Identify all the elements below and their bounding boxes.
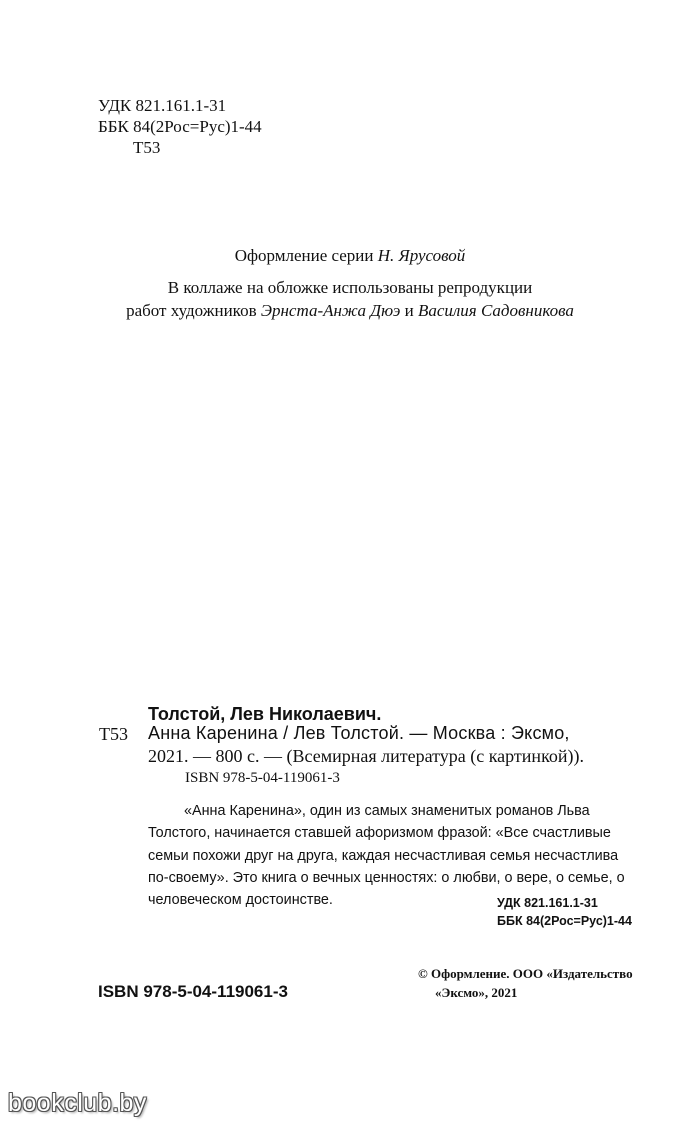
catalog-bbk: ББК 84(2Рос=Рус)1-44 [497,914,632,928]
copyright-line2: «Эксмо», 2021 [435,985,518,1000]
series-design-credit [0,244,700,267]
artist-conjunction: и [400,301,418,320]
catalog-annotation [148,800,640,911]
annotation-line: Толстого, начинается ставшей афоризмом фразой: «Все счастливые [148,825,611,842]
catalog-author: Толстой, Лев Николаевич. [148,704,382,724]
series-designer: Н. Ярусовой [377,246,466,265]
catalog-biblio-line1: Анна Каренина / Лев Толстой. — Москва : Эксмо, [148,723,570,743]
catalog-isbn: ISBN 978-5-04-119061-3 [185,770,340,786]
series-label: Оформление серии [234,246,378,265]
bbk-code-top: ББК 84(2Рос=Рус)1-44 [98,117,262,136]
catalog-udk: УДК 821.161.1-31 [497,896,598,910]
collage-credit-line2 [0,299,700,322]
annotation-line: человеческом достоинстве. [148,892,333,909]
author-mark-top: Т53 [133,138,161,157]
annotation-line: по-своему». Это книга о вечных ценностях: о любви, о вере, о семье, о [148,869,625,886]
catalog-author-mark: Т53 [99,724,128,744]
udk-code-top: УДК 821.161.1-31 [98,96,227,115]
annotation-line: «Анна Каренина», один из самых знаменитых романов Льва [184,803,590,819]
footer-isbn: ISBN 978-5-04-119061-3 [98,982,288,1001]
site-watermark: bookclub.by [8,1089,147,1117]
collage-credit-line1: В коллаже на обложке использованы репродукции [167,278,533,297]
artist-2: Василия Садовникова [417,301,574,320]
artist-1: Эрнста-Анжа Дюэ [260,301,401,320]
copyright-line1: © Оформление. ООО «Издательство [418,966,633,981]
collage-prefix: работ художников [126,301,261,320]
annotation-line: семьи похожи друг на друга, каждая несчастливая семья несчастлива [148,847,619,864]
catalog-biblio-line2: 2021. — 800 с. — (Всемирная литература (с картинкой)). [148,746,585,766]
